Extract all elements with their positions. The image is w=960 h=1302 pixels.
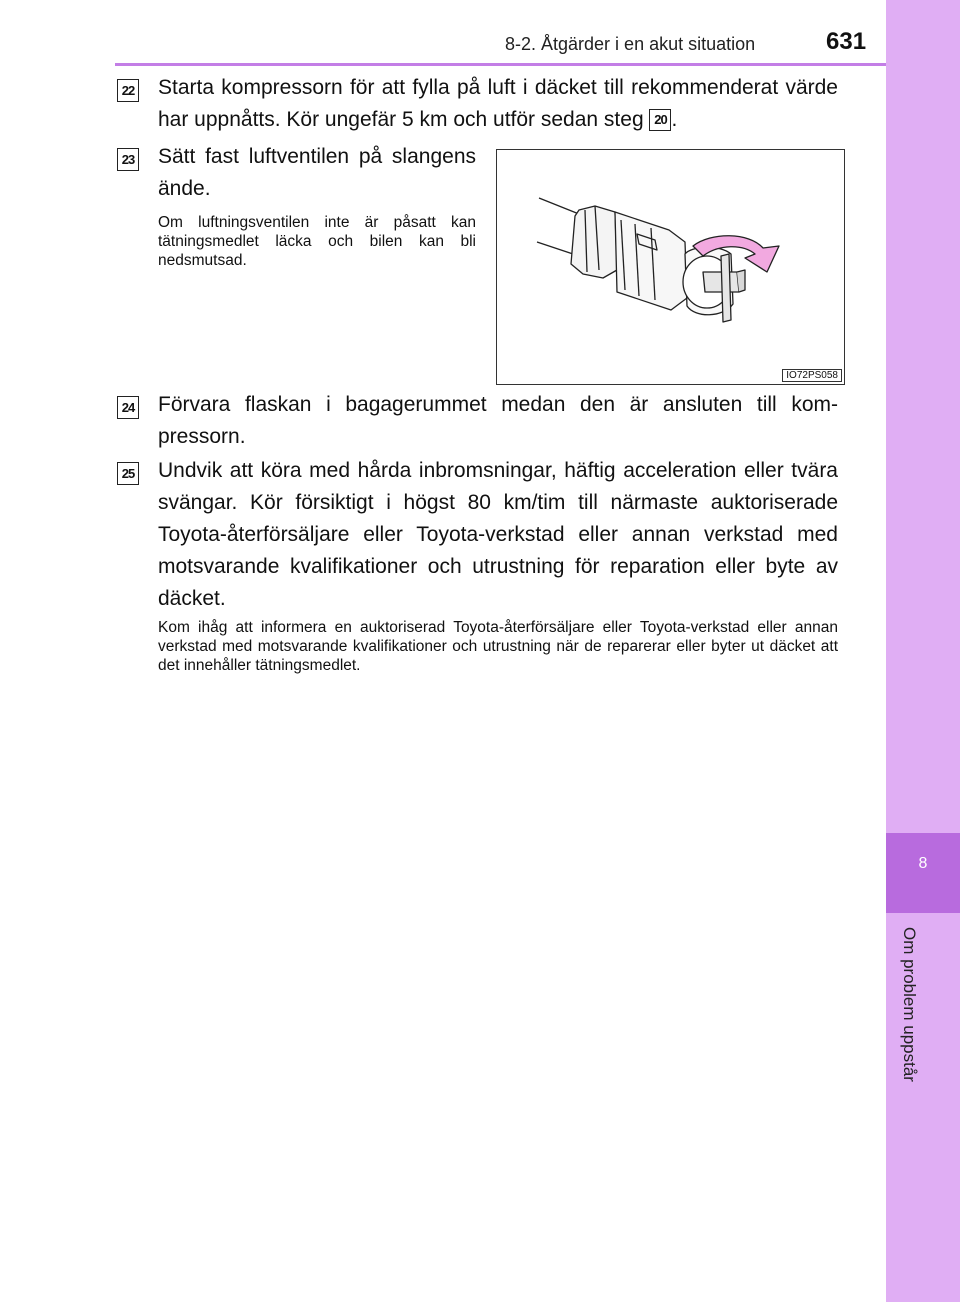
step-marker-23: 23 [117,148,139,171]
header-rule [115,63,886,66]
step-marker-25: 25 [117,462,139,485]
page-number: 631 [826,28,867,55]
step-marker-22: 22 [117,79,139,102]
chapter-number: 8 [918,855,928,872]
step-22-text: Starta kompressorn för att fylla på luft i däcket till rekommenderat värde har uppnåtts. Kör ungefär 5 km och utför sedan steg 20 . [158,76,838,131]
valve-drawing [497,150,844,384]
step-25-text: Undvik att köra med hårda inbromsningar, häftig acceleration eller tvära svängar. Kör försiktigt i högst 80 km/tim till närmaste auktoriserade Toyota-återförsäljare eller Toyota-verkstad eller annan verkstad med motsvarande kvalifikationer och utrustning för reparation eller byte av däcket. [158,459,838,610]
step-25-note: Kom ihåg att informera en auktoriserad Toyota-återförsäljare eller Toyota-verkstad eller annan verkstad med motsvarande kvalifikationer och utrustning när de reparerar eller byter ut däcket att det innehåller tätningsmedlet. [158,619,838,674]
step-24-text: Förvara flaskan i bagagerummet medan den är ansluten till kompressorn. [158,393,838,448]
step-marker-24: 24 [117,396,139,419]
step-23-note: Om luftningsventilen inte är påsatt kan tätningsmedlet läcka och bilen kan bli nedsmutsad. [158,214,476,269]
chapter-title: Om problem uppstår [900,927,919,1082]
step-ref-20[interactable]: 20 [649,109,671,131]
chapter-tab-active[interactable] [886,833,960,913]
valve-illustration [496,149,845,385]
figure-code: IO72PS058 [782,369,842,382]
section-title: 8-2. Åtgärder i en akut situation [505,34,756,54]
step-23-text: Sätt fast luftventilen på slangens ände. [158,145,476,200]
